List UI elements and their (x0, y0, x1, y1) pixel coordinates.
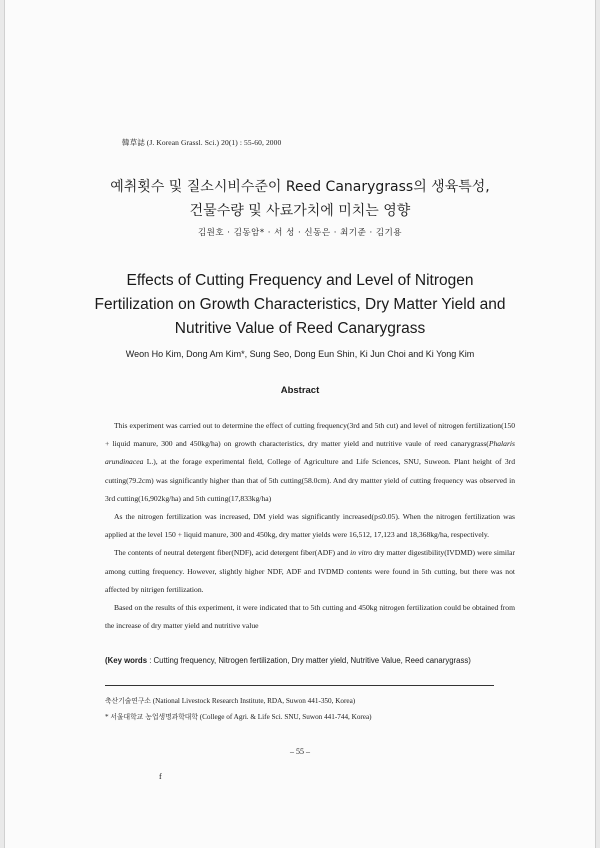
english-authors: Weon Ho Kim, Dong Am Kim*, Sung Seo, Dong Eun Shin, Ki Jun Choi and Ki Yong Kim (125, 349, 475, 359)
footnote-divider (105, 685, 494, 686)
footnote-2-korean: 서울대학교 농업생명과학대학 (110, 713, 198, 721)
korean-title-line-1: 예취횟수 및 질소시비수준이 Reed Canarygrass의 생육특성, (110, 179, 490, 195)
abstract-heading: Abstract (280, 385, 320, 396)
korean-authors: 김원호 · 김동암* · 서 성 · 신동은 · 최기준 · 김기용 (197, 228, 403, 238)
english-title-line-1: Effects of Cutting Frequency and Level of Nitrogen (126, 272, 474, 289)
abstract-paragraph-4: Based on the results of this experiment, it were indicated that to 5th cutting and 450kg nitrogen fertilization could be obtained from the increase of dry matter yield and nutritive value (105, 603, 515, 631)
english-title-line-2: Fertilization on Growth Characteristics, Dry Matter Yield and (94, 296, 506, 313)
footnote-2-english: (College of Agri. & Life Sci. SNU, Suwon 441-744, Korea) (197, 713, 372, 721)
journal-reference: 韓草誌 (J. Korean Grassl. Sci.) 20(1) : 55-60, 2000 (122, 138, 282, 147)
abstract-paragraph-2: As the nitrogen fertilization was increased, DM yield was significantly increased(p≤0.05). When the nitrogen fertilization was applied at the level 150 + liquid manure, 300 and 450kg, dry matter yields were 16,512, 17,123 and 18,368kg/ha, respectively. (105, 512, 515, 540)
abstract-p1-text-a: This experiment was carried out to determine the effect of cutting frequency(3rd and 5th cut) and level of nitrogen fertilization(150 + liquid manure, 300 and 450kg/ha) on growth characteristics, dry matter yield and nutritive vaule of reed canarygrass( (105, 421, 515, 449)
abstract-p3-text-a: The contents of neutral detergent fiber(NDF), acid detergent fiber(ADF) and (114, 548, 351, 558)
abstract-paragraph-3 (105, 544, 515, 599)
keywords-text: : Cutting frequency, Nitrogen fertilization, Dry matter yield, Nutritive Value, Reed canarygrass) (147, 656, 471, 665)
korean-title-line-2: 건물수량 및 사료가치에 미치는 영향 (189, 203, 411, 219)
footnote-2 (105, 711, 372, 721)
stray-mark: f (159, 772, 162, 781)
abstract-p3-text-b: dry matter digestibility(IVDMD) were similar among cutting frequency. However, slightly higher NDF, ADF and IVDMD contents were found in 5th cutting, but there was not affected by nitrigen fertilization. (105, 548, 515, 594)
abstract-body (105, 417, 515, 635)
species-name: Phalaris arundinacea (105, 439, 515, 467)
footnote-1-english: (National Livestock Research Institute, RDA, Suwon 441-350, Korea) (150, 697, 356, 705)
abstract-p1-text-b: L.), at the forage experimental field, College of Agriculture and Life Sciences, SNU, Suweon. Plant height of 3rd cutting(79.2cm) was significantly higher than that of 5th cutting(58.0cm). And dry mattter yield of cutting frequency was observed in 3rd cutting(16,902kg/ha) and 5th cutting(17,833kg/ha) (105, 457, 515, 503)
english-title-line-3: Nutritive Value of Reed Canarygrass (174, 320, 426, 337)
paper-page (4, 0, 596, 848)
keywords-label: (Key words (105, 656, 148, 665)
footnote-1-korean: 축산기술연구소 (105, 697, 151, 705)
footnote-2-mark: * (105, 713, 111, 721)
abstract-paragraph-1 (105, 417, 515, 508)
keywords (105, 656, 545, 665)
in-vitro-italic: in vitro (350, 548, 373, 558)
footnote-1 (105, 695, 355, 705)
page-number: – 55 – (290, 747, 310, 756)
